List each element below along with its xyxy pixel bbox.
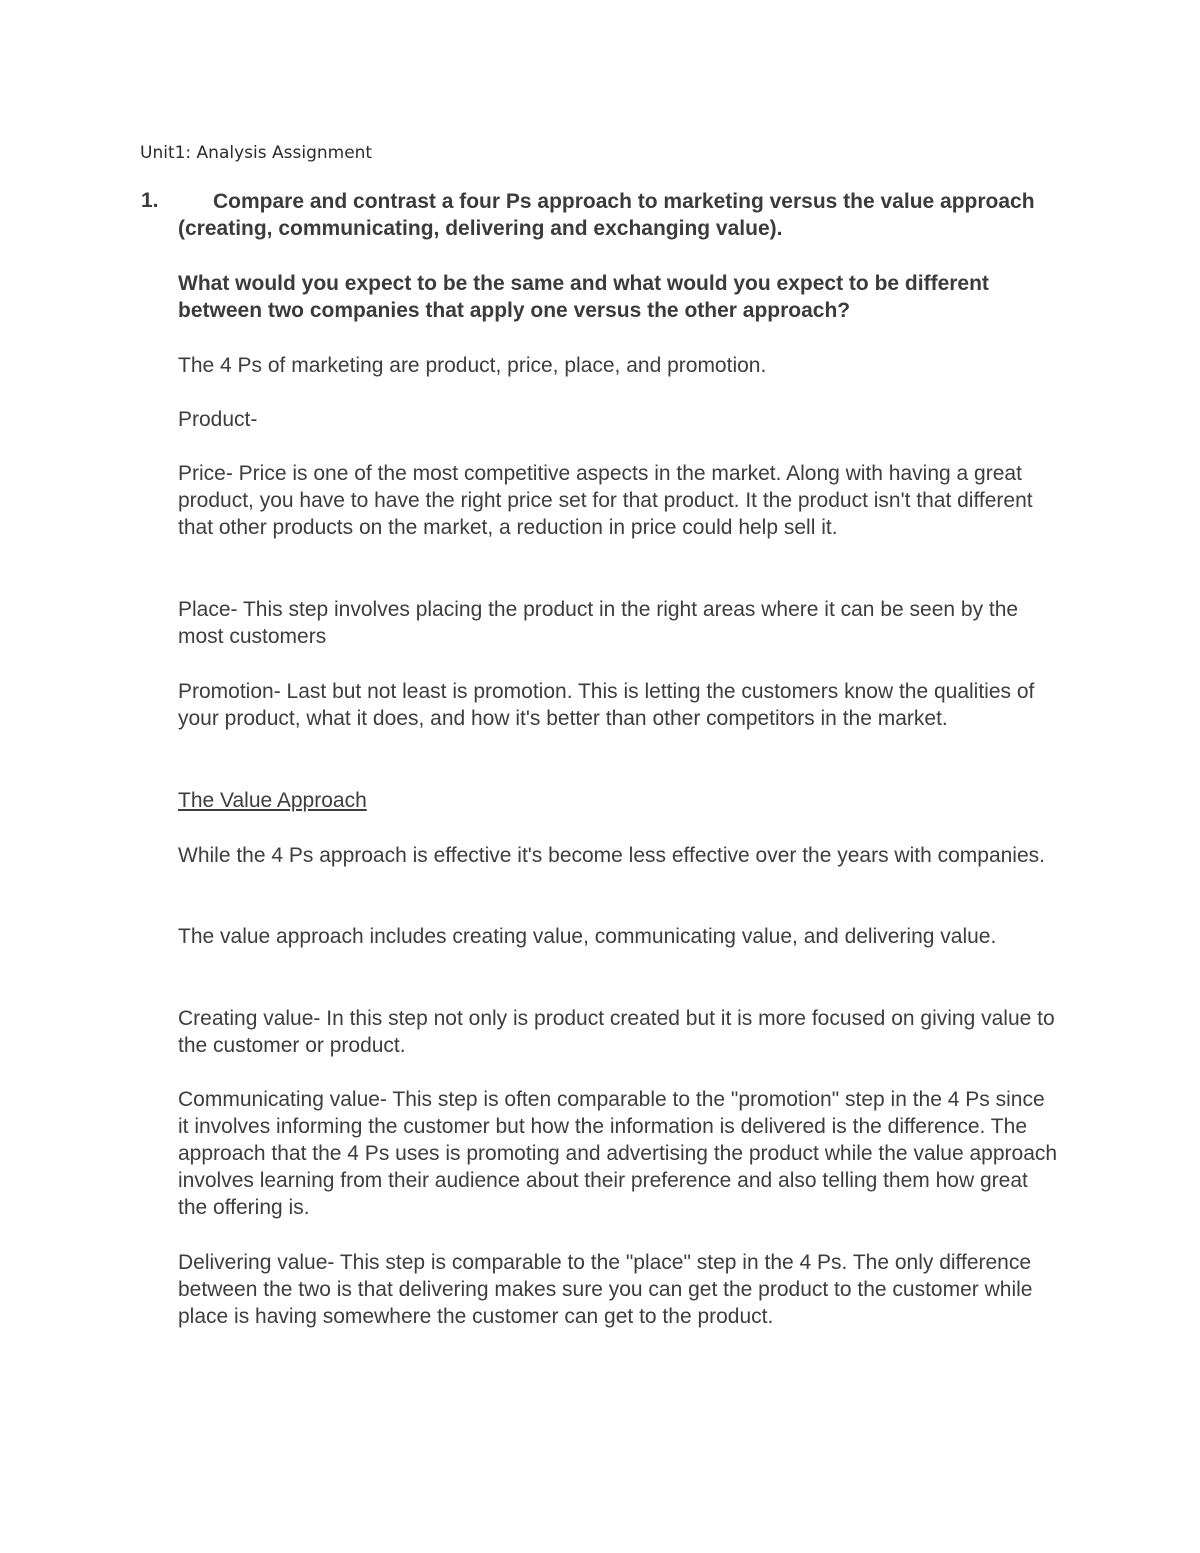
unit-title: Unit1: Analysis Assignment	[140, 143, 373, 163]
question-main-text: Compare and contrast a four Ps approach to marketing versus the value approach (creating, communicating, delivering and exchanging value).	[178, 190, 1035, 240]
question-number: 1.	[141, 189, 159, 212]
paragraph-value-includes: The value approach includes creating value, communicating value, and delivering value.	[178, 925, 997, 948]
question-main	[178, 188, 1038, 242]
paragraph-price: Price- Price is one of the most competitive aspects in the market. Along with having a great product, you have to have the right price set for that product. It the product isn't that different that other products on the market, a reduction in price could help sell it.	[178, 462, 1033, 539]
paragraph-promotion: Promotion- Last but not least is promotion. This is letting the customers know the qualities of your product, what it does, and how it's better than other competitors in the market.	[178, 680, 1035, 730]
paragraph-communicating-value: Communicating value- This step is often comparable to the "promotion" step in the 4 Ps since it involves informing the customer but how the information is delivered is the difference. The approach that the 4 Ps uses is promoting and advertising the product while the value approach involves learning from their audience about their preference and also telling them how great the offering is.	[178, 1088, 1058, 1219]
paragraph-creating-value: Creating value- In this step not only is product created but it is more focused on giving value to the customer or product.	[178, 1007, 1055, 1057]
paragraph-place: Place- This step involves placing the product in the right areas where it can be seen by the most customers	[178, 598, 1019, 648]
paragraph-delivering-value: Delivering value- This step is comparable to the "place" step in the 4 Ps. The only difference between the two is that delivering makes sure you can get the product to the customer while place is having somewhere the customer can get to the product.	[178, 1251, 1033, 1328]
paragraph-value-intro: While the 4 Ps approach is effective it's become less effective over the years with companies.	[178, 844, 1045, 867]
question-followup: What would you expect to be the same and what would you expect to be different between two companies that apply one versus the other approach?	[178, 272, 989, 322]
value-approach-heading: The Value Approach	[178, 789, 367, 812]
paragraph-product: Product-	[178, 408, 258, 431]
paragraph-intro: The 4 Ps of marketing are product, price, place, and promotion.	[178, 354, 767, 377]
